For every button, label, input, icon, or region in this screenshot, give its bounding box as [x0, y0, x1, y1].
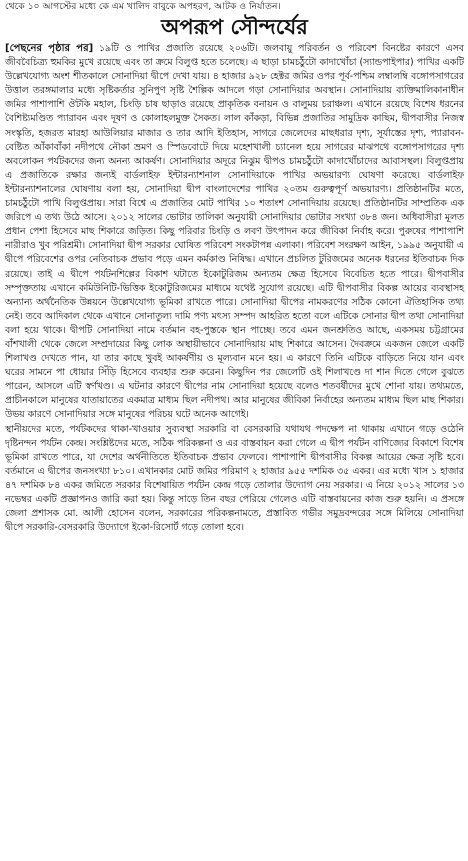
article-paragraph — [5, 42, 464, 423]
article-headline: অপরূপ সৌন্দর্যের — [161, 15, 308, 39]
continued-from-back-page-label: [পেছনের পৃষ্ঠার পর] — [5, 43, 94, 54]
article-paragraph-text: ১৯টি ও পাখির প্রজাতি রয়েছে ২০৬টি। জলবায়ু পরিবর্তন ও পরিবেশ বিনষ্টের কারণে এসব জীববৈচিত্র্য হুমকির মুখে রয়েছে এবং তা ক্রমে বিলুপ্ত হতে চলেছে। এ ছাড়া চামচঠুঁটো কাদাখোঁচা (স্যান্ডপাইপার) পাখির একটি উল্লেখযোগ্য অংশ শীতকালে সোনাদিয়া দ্বীপে দেখা যায়। ৪ হাজার ৯২৮ হেক্টর জমির ওপর পূর্ব-পশ্চিম লম্বালম্বি বঙ্গোপসাগরের উত্তাল তরঙ্গমালার মধ্যে সৃষ্টিকর্তার সুনিপুণ সৃষ্টি শৈল্পিক আদলে গড়া সোনাদিয়ার অবস্থান। সোনাদিয়ায় ব্যক্তিমালিকানাধীন জমির পাশাপাশি ঔটকি মহাল, চিংড়ি চাষ ছাড়াও রয়েছে প্রাকৃতিক বনায়ন ও বালুময় চরাঞ্চল। এখানে রয়েছে বিশেষ ধরনের বৈশিষ্ট্যমণ্ডিত প্যারাবন এবং দূষণ ও কোলাহলমুক্ত সৈকত। লাল কাঁকড়া, বিভিন্ন প্রজাতির সামুদ্রিক কাছিম, দ্বীপবাসীর নিজস্ব সংস্কৃতি, হজরত মারহা আউলিয়ার মাজার ও তার আদি ইতিহাস, সাগরে জেলেদের মাছধরার দৃশ্য, সূর্যাস্তের দৃশ্য, প্যারাবন-বেষ্টিত আঁকাবাঁকা নদীপথে নৌকা ভ্রমণ ও স্পিডবোটে দিয়ে মহেশখালী চ্যানেল হয়ে সাগরের মাঝপথে বঙ্গোপসাগরের দৃশ্য অবলোকন পর্যটকদের জন্য অনন্য আকর্ষণ। সোনাদিয়ার অদূরে নিঝুম দ্বীপও চামচঠুঁটো কাদাখোঁচাদের আবাসস্থল। বিলুপ্তপ্রায় এ প্রজাতিকে রক্ষার জন্যই বার্ডলাইফ ইন্টারন্যাশনাল সোনাদিয়াকে পাখির অভয়ারণ্য ঘোষণা করেছে। বার্ডলাইফ ইন্টারন্যাশনালের ঘোষণায় বলা হয়, সোনাদিয়া দ্বীপ বাংলাদেশের পাখির ২০তম গুরুত্বপূর্ণ অভয়ারণ্য। প্রতিষ্ঠানটির মতে, চামচঠুঁটো পাখি বিলুপ্তপ্রায়। সারা বিশ্বে এ প্রজাতির মোট পাখির ১০ শতাংশ সোনাদিয়ায় রয়েছে। প্রতিষ্ঠানটির সাম্প্রতিক এক জরিপে এ তথ্য উঠে আসে। ২০১২ সালের ভোটার তালিকা অনুযায়ী সোনাদিয়ার ভোটার সংখ্যা ৩৮৪ জন। অধিবাসীরা মূলত প্রধান পেশা হিসেবে মাছ শিকারে জড়িত। কিছু পরিবার চিংড়ি ও লবণ উৎপাদন করে জীবিকা নির্বাহ করে। পুরুষের পাশাপাশি নারীরাও খুব পরিশ্রমী। সোনাদিয়া দ্বীপ সরকার ঘোষিত পরিবেশ সংকটাপন্ন এলাকা। পরিবেশ সংরক্ষণ আইন, ১৯৯৫ অনুযায়ী এ দ্বীপে পরিবেশের ওপর নেতিবাচক প্রভাব পড়ে এমন কর্মকাণ্ড নিষিদ্ধ। এখানে প্রচলিত টুরিজমের অনেক ধরনের ইতিবাচক দিক রয়েছে। তাই এ দ্বীপে পর্যটনশিল্পের বিকাশ ঘটাতে ইকোটুরিজম অন্যতম ক্ষেত্র হিসেবে বিবেচিত হতে পারে। দ্বীপবাসীর সম্পৃক্ততায় এখানে কমিউনিটি-ভিত্তিক ইকোটুরিজমের মাধ্যমে যথেষ্ট সুযোগ রয়েছে। এটি দ্বীপবাসীর বিকল্প আয়ের ব্যবস্থাসহ অন্যান্য অর্থনৈতিক উন্নয়নে উল্লেখযোগ্য ভূমিকা রাখতে পারে। সোনাদিয়া দ্বীপের নামকরণের সঠিক কোনো ঐতিহাসিক তথ্য নেই। তবে আদিকাল থেকে এখানে সোনাতুল্য দামি পণ্য মৎস্য সম্পদ আহরিত হতো বলে এটিকে সোনার দ্বীপ তথা সোনাদিয়া বলা হয়ে থাকে। দ্বীপটি সোনাদিয়া নামে বর্তমান বহ-পুস্তকে স্থান পাচ্ছে। তবে এমন জনশ্রুতিও আছে, একসময় চট্টগ্রামের বাঁশখালী থেকে জেলে সম্প্রদায়ের কিছু লোক অস্থায়ীভাবে সোনাদিয়ায় মাছ শিকারে আসেন। দৈবক্রমে একজন জেলে একটি শিলাখণ্ড দেখতে পান, যা তার কাছে খুবই আকর্ষণীয় ও মূল্যবান মনে হয়। এ কারণে তিনি এটিকে বাড়িতে নিয়ে যান এবং ঘরের সামনে পা ধোয়ার সিঁড়ি হিসেবে ব্যবহার শুরু করেন। কিছুদিন পর জেলেটি ওই শিলাখণ্ডে দা শান দিতে গেলে বুঝতে পারেন, আসলে এটি স্বর্ণখণ্ড। এ ঘটনার কারণে দ্বীপের নাম সোনাদিয়া হয়েছে বলেও শতবর্ষীদের মুখে শোনা যায়। তথ্যমতে, প্রাচীনকালে মানুষের যাতায়াতের একমাত্র মাধ্যম ছিল নদীপথ। আর মানুষের জীবিকা নির্বাহের অন্যতম মাধ্যম ছিল মাছ শিকার। উভয় কারণে সোনাদিয়ার সঙ্গে মানুষের পরিচয় ঘটে অনেক আগেই। — [5, 43, 464, 421]
previous-article-last-line: থেকে ১০ আগস্টের মধ্যে কে এম খালিদ বাবুকে অপহরণ, আটক ও নির্যাতন। — [5, 1, 281, 12]
article-body — [5, 42, 464, 535]
article-paragraph: স্থানীয়দের মতে, পর্যটকদের থাকা-খাওয়ার সুব্যবস্থা সরকারি বা বেসরকারি যথাযথ পদক্ষেপ না থাকায় এখানে গড়ে ওঠেনি দৃষ্টিনন্দন পর্যটন কেন্দ্র। সংশ্লিষ্টদের মতে, সঠিক পরিকল্পনা ও এর বাস্তবায়ন করা গেলে এ দ্বীপ পর্যটন বাণিজ্যের বিকাশে বিশেষ ভূমিকা রাখতে পারে, যা দেশের অর্থনীতিতে ইতিবাচক প্রভাব ফেলবে। পাশাপাশি দ্বীপবাসীর বিকল্প আয়ের ক্ষেত্র সৃষ্টি হবে। বর্তমানে এ দ্বীপের জনসংখ্যা ৮১০। এখানকার মোট জমির পরিমাণ ২ হাজার ৯৫৫ দশমিক ৩৫ একর। এর মধ্যে খাস ১ হাজার ৪৭ দশমিক ৮৪ একর জমিতে সরকার বিশেষায়িত পর্যটন কেন্দ্র গড়ে তোলার উদ্যোগ নেয় সরকার। এ নিয়ে ২০১২ সালের ১৩ নভেম্বর একটি প্রজ্ঞাপনও জারি করা হয়। কিন্তু সাড়ে তিন বছর পেরিয়ে গেলেও এটি বাস্তবায়নের কাজ শুরু হয়নি। এ প্রসঙ্গে জেলা প্রশাসক মো. আলী হোসেন বলেন, সরকারের পরিকল্পনামতে, প্রস্তাবিত গভীর সমুদ্রবন্দরের সঙ্গে মিলিয়ে সোনাদিয়া দ্বীপে সরকারি-বেসরকারি উদ্যোগে ইকো-রিসোর্ট গড়ে তোলা হবে। — [5, 423, 464, 534]
